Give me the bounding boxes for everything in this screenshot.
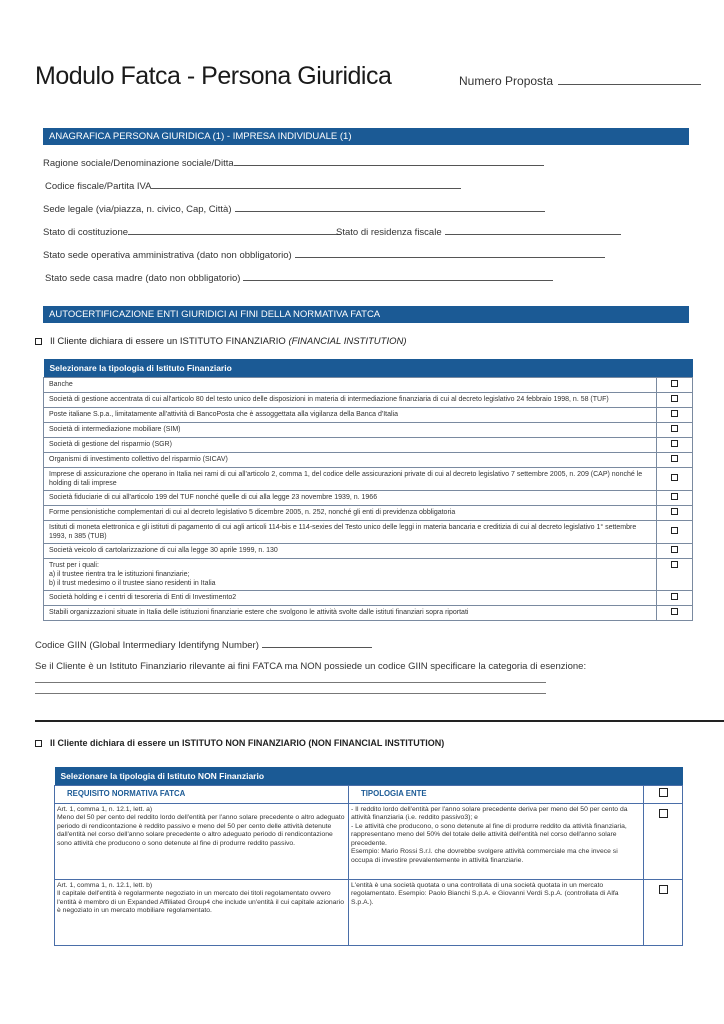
- sede-operativa-line[interactable]: [295, 248, 605, 258]
- section-band-autocertificazione: AUTOCERTIFICAZIONE ENTI GIURIDICI AI FINI DELLA NORMATIVA FATCA: [43, 306, 689, 323]
- fi-row-label: Società di gestione accentrata di cui all'articolo 80 del testo unico delle disposizioni in materia di intermediazione finanziaria di cui al decreto legislativo 24 febbraio 1998, n. 58 (TUF): [44, 393, 657, 408]
- codice-fiscale-label: Codice fiscale/Partita IVA: [45, 181, 152, 192]
- esenzione-line-1[interactable]: [35, 682, 546, 683]
- table-row: [55, 879, 683, 945]
- table-row: [44, 393, 693, 408]
- table-row: [55, 803, 683, 879]
- fi-row-label: Stabili organizzazioni situate in Italia delle istituzioni finanziarie estere che svolgono le attività svolte dalle istituti finanziari sopra riportati: [44, 606, 657, 621]
- table-row: [44, 453, 693, 468]
- section-divider: [35, 720, 724, 722]
- fi-declaration-checkbox[interactable]: [35, 338, 42, 345]
- fi-row-label: Società holding e i centri di tesoreria di Enti di Investimento2: [44, 591, 657, 606]
- casa-madre-line[interactable]: [243, 271, 553, 281]
- fi-row-label: Società di gestione del risparmio (SGR): [44, 438, 657, 453]
- fi-row-label: Organismi di investimento collettivo del risparmio (SICAV): [44, 453, 657, 468]
- giin-line[interactable]: [262, 638, 372, 648]
- nfi-declaration-label: Il Cliente dichiara di essere un ISTITUTO NON FINANZIARIO (NON FINANCIAL INSTITUTION): [50, 738, 445, 748]
- table-row: [44, 591, 693, 606]
- nfi-type-table: [54, 767, 683, 946]
- sede-legale-line[interactable]: [235, 202, 545, 212]
- nfi-row-checkbox[interactable]: [659, 809, 668, 818]
- fi-row-label: Banche: [44, 378, 657, 393]
- fi-row-label: Società fiduciarie di cui all'articolo 199 del TUF nonché quelle di cui alla legge 23 novembre 1939, n. 1966: [44, 491, 657, 506]
- fi-row-label: Istituti di moneta elettronica e gli istituti di pagamento di cui agli articoli 114-bis e 114-sexies del Testo unico delle leggi in materia bancaria e creditizia di cui al decreto legislativo 1° settembre 1993, n 385 (TUB): [44, 521, 657, 544]
- fi-row-checkbox[interactable]: [671, 593, 678, 600]
- fi-row-checkbox[interactable]: [671, 474, 678, 481]
- fi-row-checkbox[interactable]: [671, 527, 678, 534]
- fi-row-label: Forme pensionistiche complementari di cui al decreto legislativo 5 dicembre 2005, n. 252, nonché gli enti di previdenza obbligatoria: [44, 506, 657, 521]
- fi-row-label: Poste italiane S.p.a., limitatamente all'attività di BancoPosta che è assoggettata alla vigilanza della Banca d'Italia: [44, 408, 657, 423]
- ragione-sociale-label: Ragione sociale/Denominazione sociale/Ditta: [43, 158, 234, 169]
- fi-type-table: [43, 359, 693, 621]
- sede-operativa-field[interactable]: [43, 248, 605, 261]
- fi-row-checkbox[interactable]: [671, 455, 678, 462]
- table-row: [44, 408, 693, 423]
- fi-row-checkbox[interactable]: [671, 546, 678, 553]
- ragione-sociale-line[interactable]: [234, 156, 544, 166]
- table-row: [44, 438, 693, 453]
- fi-row-checkbox[interactable]: [671, 440, 678, 447]
- section-band-anagrafica: ANAGRAFICA PERSONA GIURIDICA (1) - IMPRESA INDIVIDUALE (1): [43, 128, 689, 145]
- fi-row-checkbox[interactable]: [671, 608, 678, 615]
- stato-residenza-line[interactable]: [445, 225, 621, 235]
- table-row: [44, 521, 693, 544]
- sede-operativa-label: Stato sede operativa amministrativa (dato non obbligatorio): [43, 250, 292, 261]
- proposal-number-line[interactable]: [558, 74, 701, 85]
- stato-costituzione-label: Stato di costituzione: [43, 227, 129, 238]
- fi-row-checkbox[interactable]: [671, 380, 678, 387]
- nfi-declaration: [35, 738, 444, 748]
- table-row: [44, 559, 693, 591]
- nfi-declaration-checkbox[interactable]: [35, 740, 42, 747]
- table-row: [44, 506, 693, 521]
- codice-fiscale-line[interactable]: [151, 179, 461, 189]
- fi-row-checkbox[interactable]: [671, 508, 678, 515]
- column-header-tipologia: TIPOLOGIA ENTE: [349, 786, 644, 804]
- fi-row-label: Società veicolo di cartolarizzazione di cui alla legge 30 aprile 1999, n. 130: [44, 544, 657, 559]
- sede-legale-label: Sede legale (via/piazza, n. civico, Cap, Città): [43, 204, 232, 215]
- table-row: [44, 491, 693, 506]
- fi-declaration-label: Il Cliente dichiara di essere un ISTITUTO FINANZIARIO: [50, 336, 286, 347]
- giin-field[interactable]: [35, 638, 372, 651]
- stato-costituzione-line[interactable]: [128, 225, 341, 235]
- fi-row-label: Imprese di assicurazione che operano in Italia nei rami di cui all'articolo 2, comma 1, del codice delle assicurazioni private di cui al decreto legislativo 7 settembre 2005, n. 209 (CAP) nonché le holding di tali imprese: [44, 468, 657, 491]
- stato-costituzione-field[interactable]: [43, 225, 341, 238]
- fi-row-checkbox[interactable]: [671, 425, 678, 432]
- nfi-table-header: Selezionare la tipologia di Istituto NON Finanziario: [55, 767, 683, 786]
- codice-fiscale-field[interactable]: [45, 179, 461, 192]
- nfi-requisito-cell: Art. 1, comma 1, n. 12.1, lett. a) Meno del 50 per cento del reddito lordo dell'entità per l'anno solare precedente o altro adeguato periodo di rendicontazione è reddito passivo e meno del 50 per cento delle attività detenute dall'entità nel corso dell'anno solare precedente o altro adeguato periodo di rendicontazione sono attività che producono o sono detenute al fine di produrre reddito passivo.: [55, 803, 349, 879]
- fi-row-checkbox[interactable]: [671, 561, 678, 568]
- fi-row-label: Trust per i quali: a) il trustee rientra tra le istituzioni finanziarie; b) il trust medesimo o il trustee siano residenti in Italia: [44, 559, 657, 591]
- fi-declaration-italic: (FINANCIAL INSTITUTION): [288, 336, 407, 347]
- fi-declaration: [35, 336, 407, 347]
- stato-residenza-label: Stato di residenza fiscale: [336, 227, 442, 238]
- giin-label: Codice GIIN (Global Intermediary Identifyng Number): [35, 640, 259, 651]
- esenzione-line-2[interactable]: [35, 693, 546, 694]
- casa-madre-field[interactable]: [45, 271, 553, 284]
- fi-table-header: Selezionare la tipologia di Istituto Finanziario: [44, 359, 693, 378]
- nfi-tipologia-cell: - Il reddito lordo dell'entità per l'anno solare precedente deriva per meno del 50 per cento da attività finanziaria (i.e. reddito passivo3); e - Le attività che producono, o sono detenute al fine di produrre reddito da attività finanziaria, rappresentano meno del 50% del totale delle attività dell'entità nel corso dell'anno solare precedente. Esempio: Mario Rossi S.r.l. che dovrebbe svolgere attività commerciale ma che invece si occupa di investire prevalentemente in attività finanziarie.: [349, 803, 644, 879]
- column-header-requisito: REQUISITO NORMATIVA FATCA: [55, 786, 349, 804]
- nfi-requisito-cell: Art. 1, comma 1, n. 12.1, lett. b) Il capitale dell'entità è regolarmente negoziato in un mercato dei titoli regolamentato ovvero l'entità è membro di un Expanded Affiliated Group4 che include un'entità il cui capitale azionario è negoziato in un mercato mobiliare regolamentato.: [55, 879, 349, 945]
- page-title: Modulo Fatca - Persona Giuridica: [35, 62, 392, 90]
- ragione-sociale-field[interactable]: [43, 156, 544, 169]
- table-row: [44, 606, 693, 621]
- fi-row-label: Società di intermediazione mobiliare (SIM): [44, 423, 657, 438]
- sede-legale-field[interactable]: [43, 202, 545, 215]
- esenzione-label: Se il Cliente è un Istituto Finanziario rilevante ai fini FATCA ma NON possiede un codice GIIN specificare la categoria di esenzione:: [35, 661, 587, 672]
- proposal-number-field[interactable]: [459, 74, 701, 88]
- table-row: [44, 423, 693, 438]
- nfi-tipologia-cell: L'entità è una società quotata o una controllata di una società quotata in un mercato regolamentato. Esempio: Paolo Bianchi S.p.A. e Giovanni Verdi S.p.A. (controllata di Alfa S.p.A.).: [349, 879, 644, 945]
- table-row: [44, 468, 693, 491]
- nfi-row-checkbox[interactable]: [659, 885, 668, 894]
- fi-row-checkbox[interactable]: [671, 410, 678, 417]
- fi-row-checkbox[interactable]: [671, 395, 678, 402]
- fi-row-checkbox[interactable]: [671, 493, 678, 500]
- table-row: [44, 378, 693, 393]
- proposal-number-label: Numero Proposta: [459, 74, 554, 88]
- stato-residenza-field[interactable]: [336, 225, 621, 238]
- casa-madre-label: Stato sede casa madre (dato non obbligatorio): [45, 273, 241, 284]
- table-row: [44, 544, 693, 559]
- nfi-header-checkbox[interactable]: [659, 788, 668, 797]
